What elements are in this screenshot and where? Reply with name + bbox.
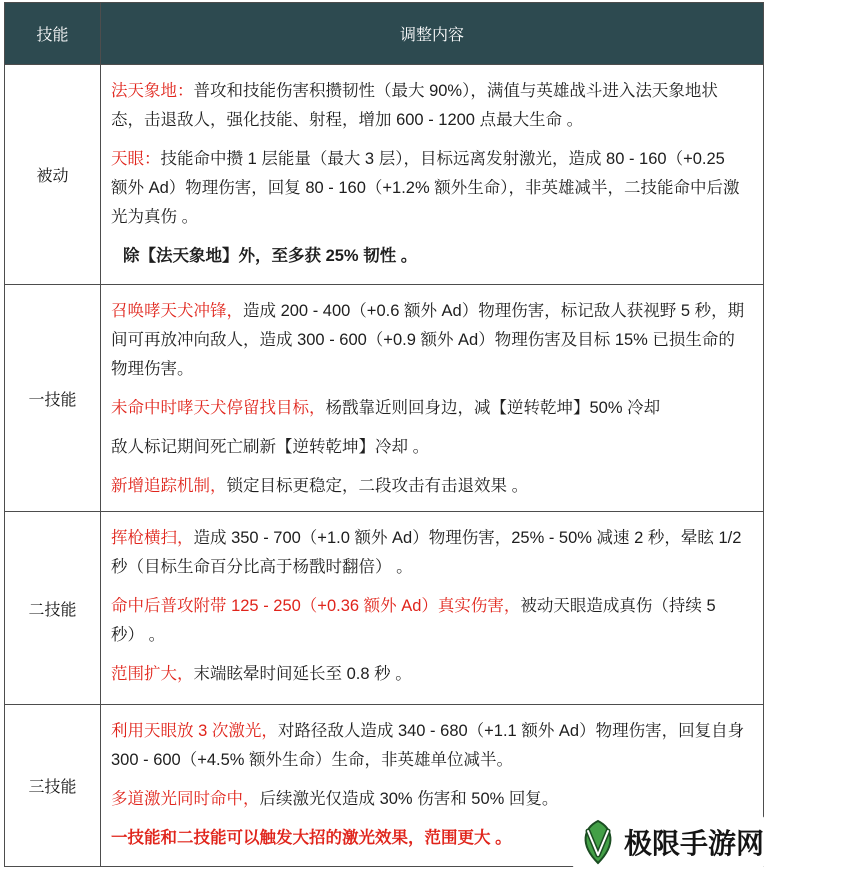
highlight-text: 利用天眼放 3 次激光， — [111, 722, 278, 740]
description-text: 后续激光仅造成 30% 伤害和 50% 回复。 — [259, 790, 559, 808]
highlight-text: 未命中时哮天犬停留找目标， — [111, 399, 326, 417]
adjustment-paragraph — [111, 297, 745, 384]
adjustment-paragraph — [111, 660, 745, 689]
table-header-row — [5, 3, 764, 65]
highlight-text: 天眼： — [111, 150, 161, 168]
adjustment-paragraph — [111, 592, 745, 650]
description-text: 技能命中攒 1 层能量（最大 3 层），目标远离发射激光，造成 80 - 160（+0.25 额外 Ad）物理伤害，回复 80 - 160（+1.2% 额外生命），非英雄减半，二技能命中后激光为真伤 。 — [111, 150, 740, 226]
adjustment-content — [101, 512, 764, 705]
adjustment-paragraph — [111, 785, 745, 814]
description-text: 普攻和技能伤害积攒韧性（最大 90%），满值与英雄战斗进入法天象地状态，击退敌人，强化技能、射程，增加 600 - 1200 点最大生命 。 — [111, 82, 718, 129]
highlight-text: 命中后普攻附带 125 - 250（+0.36 额外 Ad）真实伤害， — [111, 597, 521, 615]
adjustment-content — [101, 65, 764, 285]
adjustment-paragraph — [111, 717, 745, 775]
table-row — [5, 512, 764, 705]
description-text: 杨戬靠近则回身边，减【逆转乾坤】50% 冷却 — [325, 399, 661, 417]
skill-name: 三技能 — [5, 705, 101, 867]
site-logo — [572, 815, 765, 869]
highlight-text: 法天象地： — [111, 82, 194, 100]
skill-adjustment-table — [4, 2, 849, 867]
adjustment-content — [101, 285, 764, 512]
skill-name: 被动 — [5, 65, 101, 285]
skill-name: 二技能 — [5, 512, 101, 705]
description-text: 一技能和二技能可以触发大招的激光效果，范围更大 。 — [111, 829, 512, 847]
highlight-text: 范围扩大， — [111, 665, 194, 683]
table-row — [5, 285, 764, 512]
description-text: 被动天眼造成真伤（持续 5 秒） 。 — [111, 597, 716, 644]
description-text: 敌人标记期间死亡刷新【逆转乾坤】冷却 。 — [111, 438, 430, 456]
adjustment-paragraph — [111, 524, 745, 582]
header-skill: 技能 — [5, 3, 101, 65]
description-text: 除【法天象地】外，至多获 25% 韧性 。 — [123, 247, 418, 265]
leaf-icon — [578, 819, 618, 865]
adjustment-paragraph — [111, 77, 745, 135]
table-row — [5, 65, 764, 285]
description-text: 锁定目标更稳定，二段攻击有击退效果 。 — [226, 477, 529, 495]
description-text: 对路径敌人造成 340 - 680（+1.1 额外 Ad）物理伤害，回复自身 300 - 600（+4.5% 额外生命）生命，非英雄单位减半。 — [111, 722, 745, 769]
description-text: 造成 350 - 700（+1.0 额外 Ad）物理伤害，25% - 50% 减速 2 秒，晕眩 1/2 秒（目标生命百分比高于杨戬时翻倍） 。 — [111, 529, 742, 576]
description-text: 末端眩晕时间延长至 0.8 秒 。 — [193, 665, 412, 683]
highlight-text: 召唤哮天犬冲锋， — [111, 302, 243, 320]
adjustment-paragraph — [111, 145, 745, 232]
adjustment-paragraph — [111, 394, 745, 423]
description-text: 造成 200 - 400（+0.6 额外 Ad）物理伤害，标记敌人获视野 5 秒，期间可再放冲向敌人，造成 300 - 600（+0.9 额外 Ad）物理伤害及目标 15% 已损生命的物理伤害。 — [111, 302, 745, 378]
site-logo-text: 极限手游网 — [624, 828, 765, 859]
adjustment-paragraph — [111, 472, 745, 501]
header-content-label: 调整内容 — [399, 27, 464, 44]
adjustment-paragraph-bold — [111, 242, 745, 271]
highlight-text: 挥枪横扫， — [111, 529, 194, 547]
highlight-text: 新增追踪机制， — [111, 477, 227, 495]
adjustment-paragraph — [111, 433, 745, 462]
skill-name: 一技能 — [5, 285, 101, 512]
header-content — [101, 3, 849, 65]
watermark-text: 奇珀网 — [789, 11, 849, 62]
highlight-text: 多道激光同时命中， — [111, 790, 260, 808]
